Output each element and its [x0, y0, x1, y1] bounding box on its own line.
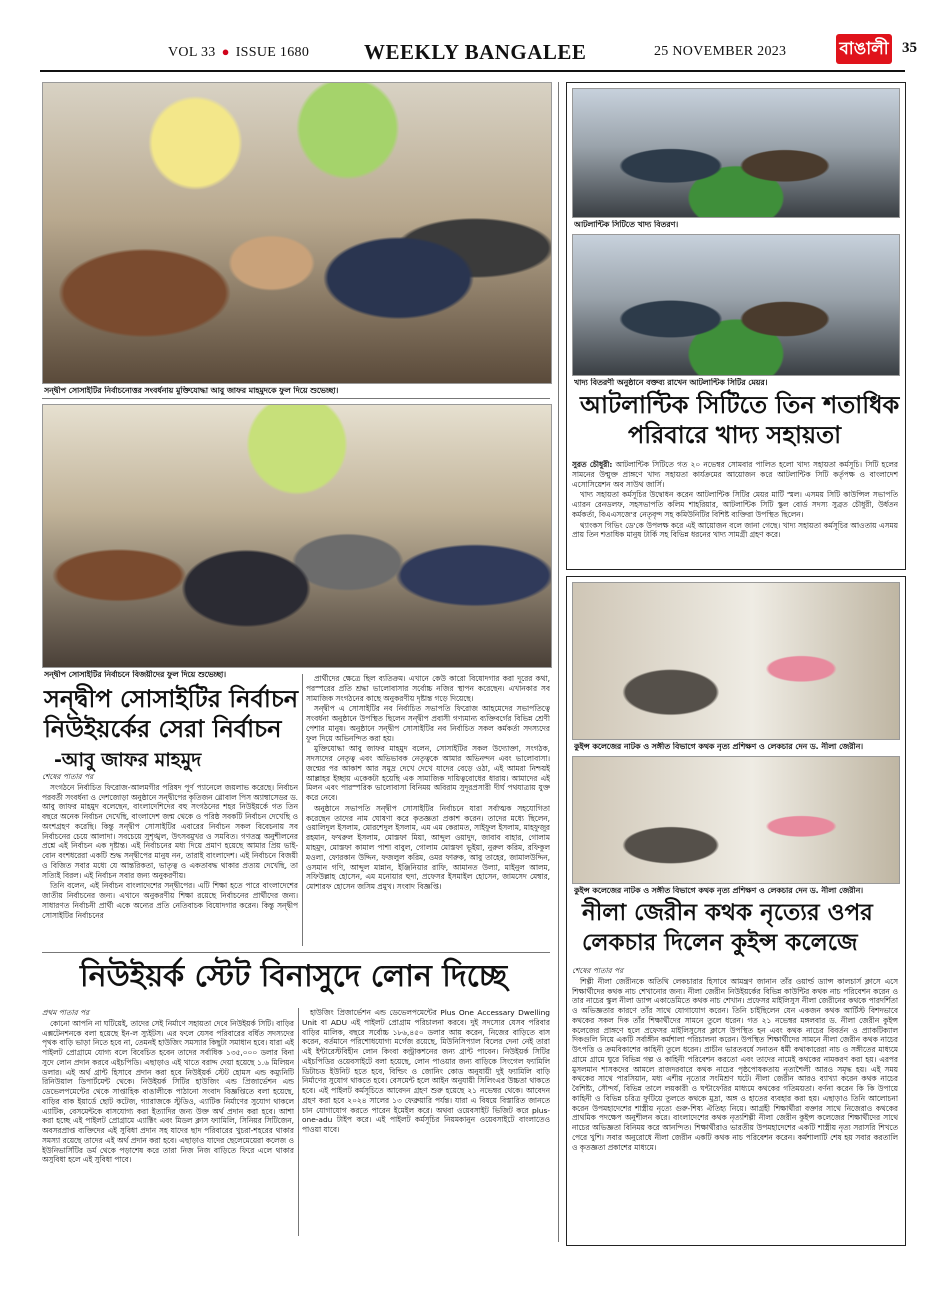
- masthead: [0, 0, 945, 70]
- loan-headline: নিউইয়র্ক স্টেট বিনাসুদে লোন দিচ্ছে: [80, 959, 508, 994]
- photo-mayor-speech: [572, 234, 900, 376]
- paragraph: আটলান্টিক সিটিতে গত ২০ নভেম্বর সোমবার পালিত হলো খাদ্য সহায়তা কর্মসূচি। সিটি হলের সামনের উন্মুক্ত প্রাঙ্গণে খাদ্য সহায়তা কার্যক্রমের আয়োজন করে আটলান্টিক সিটি কর্তৃপক্ষ ও বাংলাদেশ এসোসিয়েশন অব সাউথ জার্সি।: [572, 460, 898, 489]
- column-rule: [302, 674, 303, 946]
- sandwip-headline-line1: সন্দ্বীপ সোসাইটির নির্বাচন: [44, 685, 299, 713]
- column-rule: [558, 82, 559, 1242]
- divider: [42, 398, 550, 399]
- reporter-name: সুরত চৌধুরী:: [572, 460, 613, 469]
- continued-label: শেষের পাতার পর: [42, 772, 94, 781]
- atlantic-headline-line1: আটলান্টিক সিটিতে তিন শতাধিক: [580, 391, 900, 419]
- sandwip-byline: -আবু জাফর মাহমুদ: [54, 749, 202, 771]
- kathak-body: [572, 966, 898, 1238]
- bullet-icon: ●: [221, 44, 230, 59]
- paragraph: শিল্পী নীলা জেরীনকে অতিথি লেকচারার হিসাবে আমন্ত্রণ জানান তাঁর ওয়ার্ল্ড ড্যান্স কালচার্স ক্লাসে এসে শিক্ষার্থীদের কথক নাচ শেখানোর জন্য। নীলা জেরীন নিউইয়র্কের বিভিন্ন কাউন্টির কথক নাচ পরিবেশন করেন ও তার নাচের স্কুল নীলা ড্যান্স একাডেমিতে কথক নাচ শেখান। প্রফেসর মাইলিসুস নীলা জেরীনের কথকে পারদর্শিতা ও অভিজ্ঞতার কারণে তাঁর সাথে যোগাযোগ করেন। তিনি চাইছিলেন যেন একজন কথক আর্টিস্ট বিশদভাবে কথকের সকল দিক তাঁর শিক্ষার্থীদের সামনে তুলে ধরেন। গত ২১ নভেম্বর মঙ্গলবার ড. নীলা জেরীন কুইন্স কলেজের প্রাঙ্গণে হলে প্রফেসর মাইলিসুসের ক্লাসে উপস্থিত হন এবং কথক নাচের বিবর্তন ও প্র্যাকটিক্যাল দিকগুলি নিয়ে একটি সর্বাঙ্গীন কর্মশালা পরিচালনা করেন। উপস্থিত শিক্ষার্থীদের সামনে নীলা জেরীন কথক নাচের উৎপত্তি ও ক্রমবিকাশের কাহিনী তুলে ধরেন। প্রাচীন ভারতবর্ষে সনাতন ধর্মী কথাকারেরা নাচ ও সঙ্গীতের মাধ্যমে গ্রামে গ্রামে ঘুরে বিভিন্ন গল্প ও কাহিনী পরিবেশন করতো এবং তাদের নামেই কথকের নামকরণ করা হয়। এরপর মুসলমান শাসকদের আমলে রাজদরবারে কথক নাচের পৃষ্ঠপোষকতায় নৃত্যশৈলী আরও সমৃদ্ধ হয়। এই সময় কথকের সাথে পারসিয়ান, মধ্য এশীয় নৃত্যের সংমিশ্রণ ঘটে। নীলা জেরীন আরও ব্যাখ্যা করেন কথক নাচের বৈশিষ্ট্য, সৌন্দর্য, বিভিন্ন তালে লয়কারী ও ঘন্টাফেরির মাধ্যমে কথকের গতিময়তা। বর্ণনা করেন কি কি উপায়ে কাহিনী ও বিভিন্ন চরিত্র ফুটিয়ে তুলতে কথকে মুদ্রা, অঙ্গ ও হাতের ব্যবহার করা হয়। এছাড়াও তিনি আলোচনা করেন উপমহাদেশের শাস্ত্রীয় নৃত্যে গুরু-শিষ্য ঐতিহ্য নিয়ে। আগ্রহী শিক্ষার্থীরা বক্তার সাথে নিজেরাও কথকের প্রাথমিক পদক্ষেপ অনুশীলন করে। বাংলাদেশের কথক নৃত্যশিল্পী নীলা জেরীন কুইন্স কলেজের শিক্ষার্থীদের সাথে নাচের অভিজ্ঞতা বিনিময় করে আনন্দিত। শিক্ষার্থীরাও ভারতীয় উপমহাদেশের একটি শাস্ত্রীয় নৃত্য সরাসরি শিখতে পেরে খুশি। সবার অনুরোধে নীলা জেরীন একটি কথক নাচ পরিবেশন করেন। কর্মশালাটি শেষ হয় সবার করতালি ও কৃতজ্ঞতা প্রকাশের মাধ্যমে।: [572, 976, 898, 1152]
- paragraph: হাউজিং প্রিজার্ভেশন এন্ড ডেভেলপমেন্টের Plus One Accessary Dwelling Unit বা ADU এই পাইলট প্রোগ্রাম পরিচালনা করবে। দুই সদস্যের যেসব পরিবার বাড়ির মালিক, বছরে সর্বোচ্চ ১৮৬,৪৫০ ডলার আয় করেন, নিজের বাড়িতে বাস করেন, বর্তমানে পরিশোধযোগ্য মর্গেজ রয়েছে, মিউনিসিপ্যাল বিলের দেনা নেই তারা এই ইন্টারেস্টবিহীন লোন কিংবা কন্ট্রাকশনের জন্য গ্রান্ট পাবেন। নিউইয়র্ক সিটির এইচপিডির ওয়েবসাইটে বলা হয়েছে, লোন পাওয়ার জন্য বাড়িকে সিংগেল ফ্যামিলি ডিটাচড ইউনিট হতে হবে, বিল্ডিং ও জোনিং কোড অনুযায়ী দুই ফ্যামিলি বাড়ি নির্মাণের সুযোগ থাকতে হবে। বেসমেন্ট হলে আইন অনুযায়ী সিলিংএর উচ্চতা থাকতে হবে। এই পাইলট কর্মসূচিতে আবেদন গ্রহণ শুরু হয়েছে ২১ নভেম্বর থেকে। আবেদন গ্রহণ করা হবে ২০২৪ সালের ১৩ ফেব্রুয়ারি পর্যন্ত। যারা এ বিষয়ে বিস্তারিত জানতে চান যোগাযোগ করতে পারেন ইমেইল করে। অথবা ওয়েবসাইট ভিজিট করে plus-one-adu টাইপ করে। এই পাইলট কর্মসূচির নিয়মকানুন ওয়েবসাইটে বাংলাতেও পাওয়া যাবে।: [302, 1008, 550, 1135]
- kathak-headline-line2: লেকচার দিলেন কুইন্স কলেজে: [582, 930, 858, 956]
- photo1-caption: সন্দ্বীপ সোসাইটির নির্বাচনোত্তর সংবর্ধনায় মুক্তিযোদ্ধা আবু জাফর মাহমুদকে ফুল দিয়ে শুভেচ্ছা।: [44, 386, 339, 395]
- issue-date: 25 NOVEMBER 2023: [654, 44, 787, 59]
- paragraph: খাদ্য সহায়তা কর্মসূচির উদ্বোধন করেন আটলান্টিক সিটির মেয়র মার্টি স্মল। এসময় সিটি কাউন্সিল সভাপতি এ্যারন রেনডলফ, সহসভাপতি কলিম শাহরিয়ার, আটলান্টিক সিটি স্কুল বোর্ড সদস্য সুব্রত চৌধুরী, উর্ধতন কর্মকর্তা, বিএএসজে'র নেতৃবৃন্দ সহ কমিউনিটির বিশিষ্ট ব্যক্তিরা উপস্থিত ছিলেন।: [572, 490, 898, 519]
- atlantic-body: [572, 460, 898, 564]
- kathak-photo1-caption: কুইন্স কলেজের নাটক ও সঙ্গীত বিভাগে কথক নৃত্য প্রশিক্ষণ ও লেকচার দেন ড. নীলা জেরীন।: [574, 742, 864, 751]
- photo2-caption: সন্দ্বীপ সোসাইটির নির্বাচনে বিজয়ীদের ফুল দিয়ে শুভেচ্ছা।: [44, 670, 227, 679]
- photo-flower-greeting: [42, 82, 552, 384]
- paragraph: থ্যাংকস গিভিং ডে'কে উপলক্ষ করে এই আয়োজন বলে জানা গেছে। খাদ্য সহায়তা কর্মসূচির আওতায় এসময় প্রায় তিন শতাধিক মানুষ টার্কি সহ বিভিন্ন ধরনের খাদ্য সামগ্রী গ্রহণ করে।: [572, 520, 898, 540]
- paragraph: অনুষ্ঠানে সভাপতি সন্দ্বীপ সোসাইটির নির্বাচনে যারা সর্বাত্মক সহযোগিতা করেছেন তাদের নাম ঘোষণা করে কৃতজ্ঞতা প্রকাশ করেন। তাদের মধ্যে ছিলেন, ওয়ালিদুল ইসলাম, মোরশেদুল ইসলাম, এম এম কেরামত, সাইফুল ইসলাম, মাহফুজুর রহমান, ফখরুল ইসলাম, মোস্তফা মিয়া, আব্দুল ওয়াদুদ, জাবাব বাহার, গোলাম মাহমুদ, মোস্তফা কামাল পাশা বাবুল, গোলাম মোস্তফা ভূইয়া, নুরুল করিম, রফিকুল মওলা, ফোরকান উদ্দিন, ফজলুল করিম, ওমর ফারুক, আবু তাহের, জামালউদ্দিন, ওসমান গণি, আব্দুল মান্নান, ইঞ্জিনিয়ার রাফি, আমানত উল্যা, মাইনুল আলম, সফিউল্লাহ হোসেন, এম মনোয়ার হুদা, প্রফেসর ইসমাইল হোসেন, জামসেদ মেম্বার, মোশারফ হোসেন জসিম প্রমুখ। সংবাদ বিজ্ঞপ্তি।: [306, 803, 550, 892]
- sandwip-col2: [306, 674, 550, 946]
- divider: [42, 952, 550, 953]
- kathak-headline-line1: নীলা জেরীন কথক নৃত্যের ওপর: [582, 900, 873, 926]
- photo-kathak-workshop: [572, 756, 900, 884]
- loan-col1: [42, 1008, 294, 1236]
- volume-issue: VOL 33 ● ISSUE 1680: [168, 44, 310, 60]
- paragraph: কোনো আপনি না ঘটিয়েই, তাদের সেই নির্মাণে সহায়তা দেবে নিউইয়র্ক সিটি। বাড়ির এক্সটেনশনকে বলা হয়েছে ইন-ল স্যুইটস। এর ফলে যেসব পরিবারের বর্ধিত সদস্যদের পৃথক বাড়ি ভাড়া নিতে হবে না, তেমনই হাউজিং সমস্যার কিছুটা সমাধান হবে। যারা এই পাইলট প্রোগ্রামে যোগ্য বলে বিবেচিত হবেন তাদের সর্বাধিক ১৩৫,০০০ ডলার বিনা সুদে লোন প্রদান করবে এইচপিডি। এছাড়াও এই খাতে বরাদ্দ দেয়া হয়েছে ১.৬ মিলিয়ন ডলার। এই অর্থ গ্রান্ট হিসাবে প্রদান করা হবে নিউইয়র্ক স্টেট হোমস এন্ড কম্যুনিটি রিনিউয়াল ডিপার্টমেন্ট থেকে। নিউইয়র্ক সিটির হাউজিং এন্ড প্রিজার্ভেশন এন্ড ডেভেলপমেন্টের থেকে সাপ্তাহিক বাঙালীকে পাঠানো সংবাদ বিজ্ঞপ্তিতে বলা হয়েছে, বাড়ির বাক ইয়ার্ডে ছোট কটেজ, গ্যারাজকে স্টুডিও, এ্যাটিক নির্মাণের সুযোগ থাকলে এ্যাটিক, বেসমেন্টকে বাসযোগ্য করা ইত্যাদির জন্য উক্ত অর্থ প্রদান করা হবে। আশা করা হচ্ছে এই পাইলট প্রোগ্রামে এ্যাক্টিং এবং মিডল ক্লাস ফ্যামিলি, সিনিয়র সিটিজেন, অবসরপ্রাপ্ত ব্যক্তিদের এই সুবিধা প্রদান সহ যাদের ছাদ পরিবারের খুচরা-শহরের থাকার সমস্যা রয়েছে তাদের এই অর্থ প্রদান করা হবে। এছাড়াও যাদের ছেলেমেয়েরা কলেজ ও ইউনিভার্সিটির ডর্ম থেকে পড়াশেষ করে তারা নিজ নিজ বাড়িতে ফিরে এলে থাকার অসুবিধা হলে এই সুবিধা পাবে।: [42, 1018, 294, 1165]
- photo-kathak-performance: [572, 582, 900, 740]
- column-rule: [298, 1008, 299, 1236]
- masthead-rule: [40, 70, 905, 72]
- newspaper-title: WEEKLY BANGALEE: [364, 40, 587, 64]
- continued-label: শেষের পাতার পর: [572, 966, 624, 975]
- paragraph: মুক্তিযোদ্ধা আবু জাফর মাহমুদ বলেন, সোসাইটির সকল উদ্যোক্তা, সংগঠক, সদস্যদের নেতৃত্ব এবং অভিভাবক নেতৃত্বকে আমার অভিনন্দন এবং ভালোবাসা। জন্মের পর আকাশ আর সমুদ্র দেখে দেখে যাদের বেড়ে ওঠা, এই আমরা নিশ্চয়ই আল্লাহর ইচ্ছায় একেকটা হয়েছি এক সামাজিক দায়িত্ববোধের ধারায়। আমাদের এই মিলন এবং পারস্পরিক ভালোবাসা বিনিময় অবিরাম সুদূরপ্রসারী দীর্ঘ পথযাত্রায় যুক্ত করে নেবে।: [306, 744, 550, 803]
- kathak-photo2-caption: কুইন্স কলেজের নাটক ও সঙ্গীত বিভাগে কথক নৃত্য প্রশিক্ষণ ও লেকচার দেন ড. নীলা জেরীন।: [574, 886, 864, 895]
- sandwip-headline-line2: নিউইয়র্কের সেরা নির্বাচন: [44, 715, 282, 743]
- loan-col2: [302, 1008, 550, 1236]
- photo-food-distribution: [572, 88, 900, 218]
- paragraph: সন্দ্বীপ এ সোসাইটির নব নির্বাচিত সভাপতি ফিরোজ আহমেদের সভাপতিত্বে সংবর্ধনা অনুষ্ঠানে উপস্থিত ছিলেন সন্দ্বীপ প্রবাসী গণ্যমান্য ব্যক্তিবর্গের বিভিন্ন শ্রেণী পেশার মানুষ। অনুষ্ঠানে সন্দ্বীপ সোসাইটির নব নির্বাচিত সকল কর্মকর্তা সদস্যদের ফুল দিয়ে অভিনন্দিত করা হয়।: [306, 704, 550, 743]
- page-number: 35: [902, 40, 917, 56]
- paragraph: সংগঠনে নির্বাচিত ফিরোজ-আলমগীর পরিষদ পূর্ণ প্যানেলে জয়লাভ করেছে। নির্বাচন পরবর্তী সংবর্ধনা ও দেশজোড়া অনুষ্ঠানে সন্দ্বীপের কৃতিজন গ্লোবাল পিস অ্যাম্বাসেডর ড. আবু জাফর মাহমুদ বলেছেন, বাংলাদেশিদের বহু সংগঠনের শহর নিউইয়র্কে গত তিন বছরে অনেক নির্বাচন দেখেছি, বাংলাদেশ জন্ম থেকে ও পরিষ্ঠ সবকটি নির্বাচন দেখেছি ও অংশগ্রহণ করেছি। কিন্তু সন্দ্বীপ সোসাইটির এবারের নির্বাচন সকল বিবেচনায় সব নির্বাচনের চেয়ে আলাদা। সবচেয়ে সুশৃঙ্খল, উৎসবমুখর ও সমবিত। গণতন্ত্র অনুশীলনের প্রশ্নে এই নির্বাচন এক দৃষ্টান্ত। এই নির্বাচনের মধ্য দিয়ে প্রমাণ হয়েছে আমার প্রিয় ভাই-বোন বংশধরেরা একটি শুদ্ধ সন্দ্বীপের মানুষ নন, তারাই বাংলাদেশ। এই নির্বাচনে বিজয়ী ও বিজিত সবার মধ্যে যে আন্তরিকতা, ভাতৃত্ব ও একতাবদ্ধ থাকার প্রত্যয় দেখেছি, তা সত্যিই বিরল। এই নির্বাচন সবার জন্য অনুকরণীয়।: [42, 782, 298, 880]
- paragraph: প্রার্থীদের ক্ষেত্রে ছিল ব্যতিক্রম। এখানে কেউ কারো বিষোদগার করা দূরের কথা, পরস্পরের প্রতি শ্রদ্ধা ভালোবাসার সর্বোচ্চ নজির স্থাপন করেছেন। এখানকার সব সামাজিক সংগঠনের কাছে অনুকরণীয় দৃষ্টান্ত গড়ে দিয়েছে।: [306, 674, 550, 703]
- photo-winners-greeting: [42, 404, 552, 668]
- paragraph: তিনি বলেন, এই নির্বাচন বাংলাদেশের সন্দ্বীপের। এটি শিক্ষা হতে পারে বাংলাদেশের জাতীয় নির্বাচনের জন্য। এখানে অনুকরণীয় শিক্ষা রয়েছে নির্বাচনের প্রার্থীদের জন্য। সাধারণত নির্বাচনী প্রার্থী একে অন্যের প্রতি নেতিবাচক বিষোদগার করেন। কিন্তু সন্দ্বীপ সোসাইটির নির্বাচনের: [42, 881, 298, 920]
- atlantic-photo1-caption: আটলান্টিক সিটিতে খাদ্য বিতরণ।: [574, 220, 679, 229]
- atlantic-headline-line2: পরিবারে খাদ্য সহায়তা: [628, 421, 842, 449]
- bangalee-logo: বাঙালী: [836, 34, 892, 64]
- sandwip-col1: [42, 772, 298, 944]
- atlantic-photo2-caption: খাদ্য বিতরণী অনুষ্ঠানে বক্তব্য রাখেন আটলান্টিক সিটির মেয়র।: [574, 378, 768, 387]
- continued-label: প্রথম পাতার পর: [42, 1008, 90, 1017]
